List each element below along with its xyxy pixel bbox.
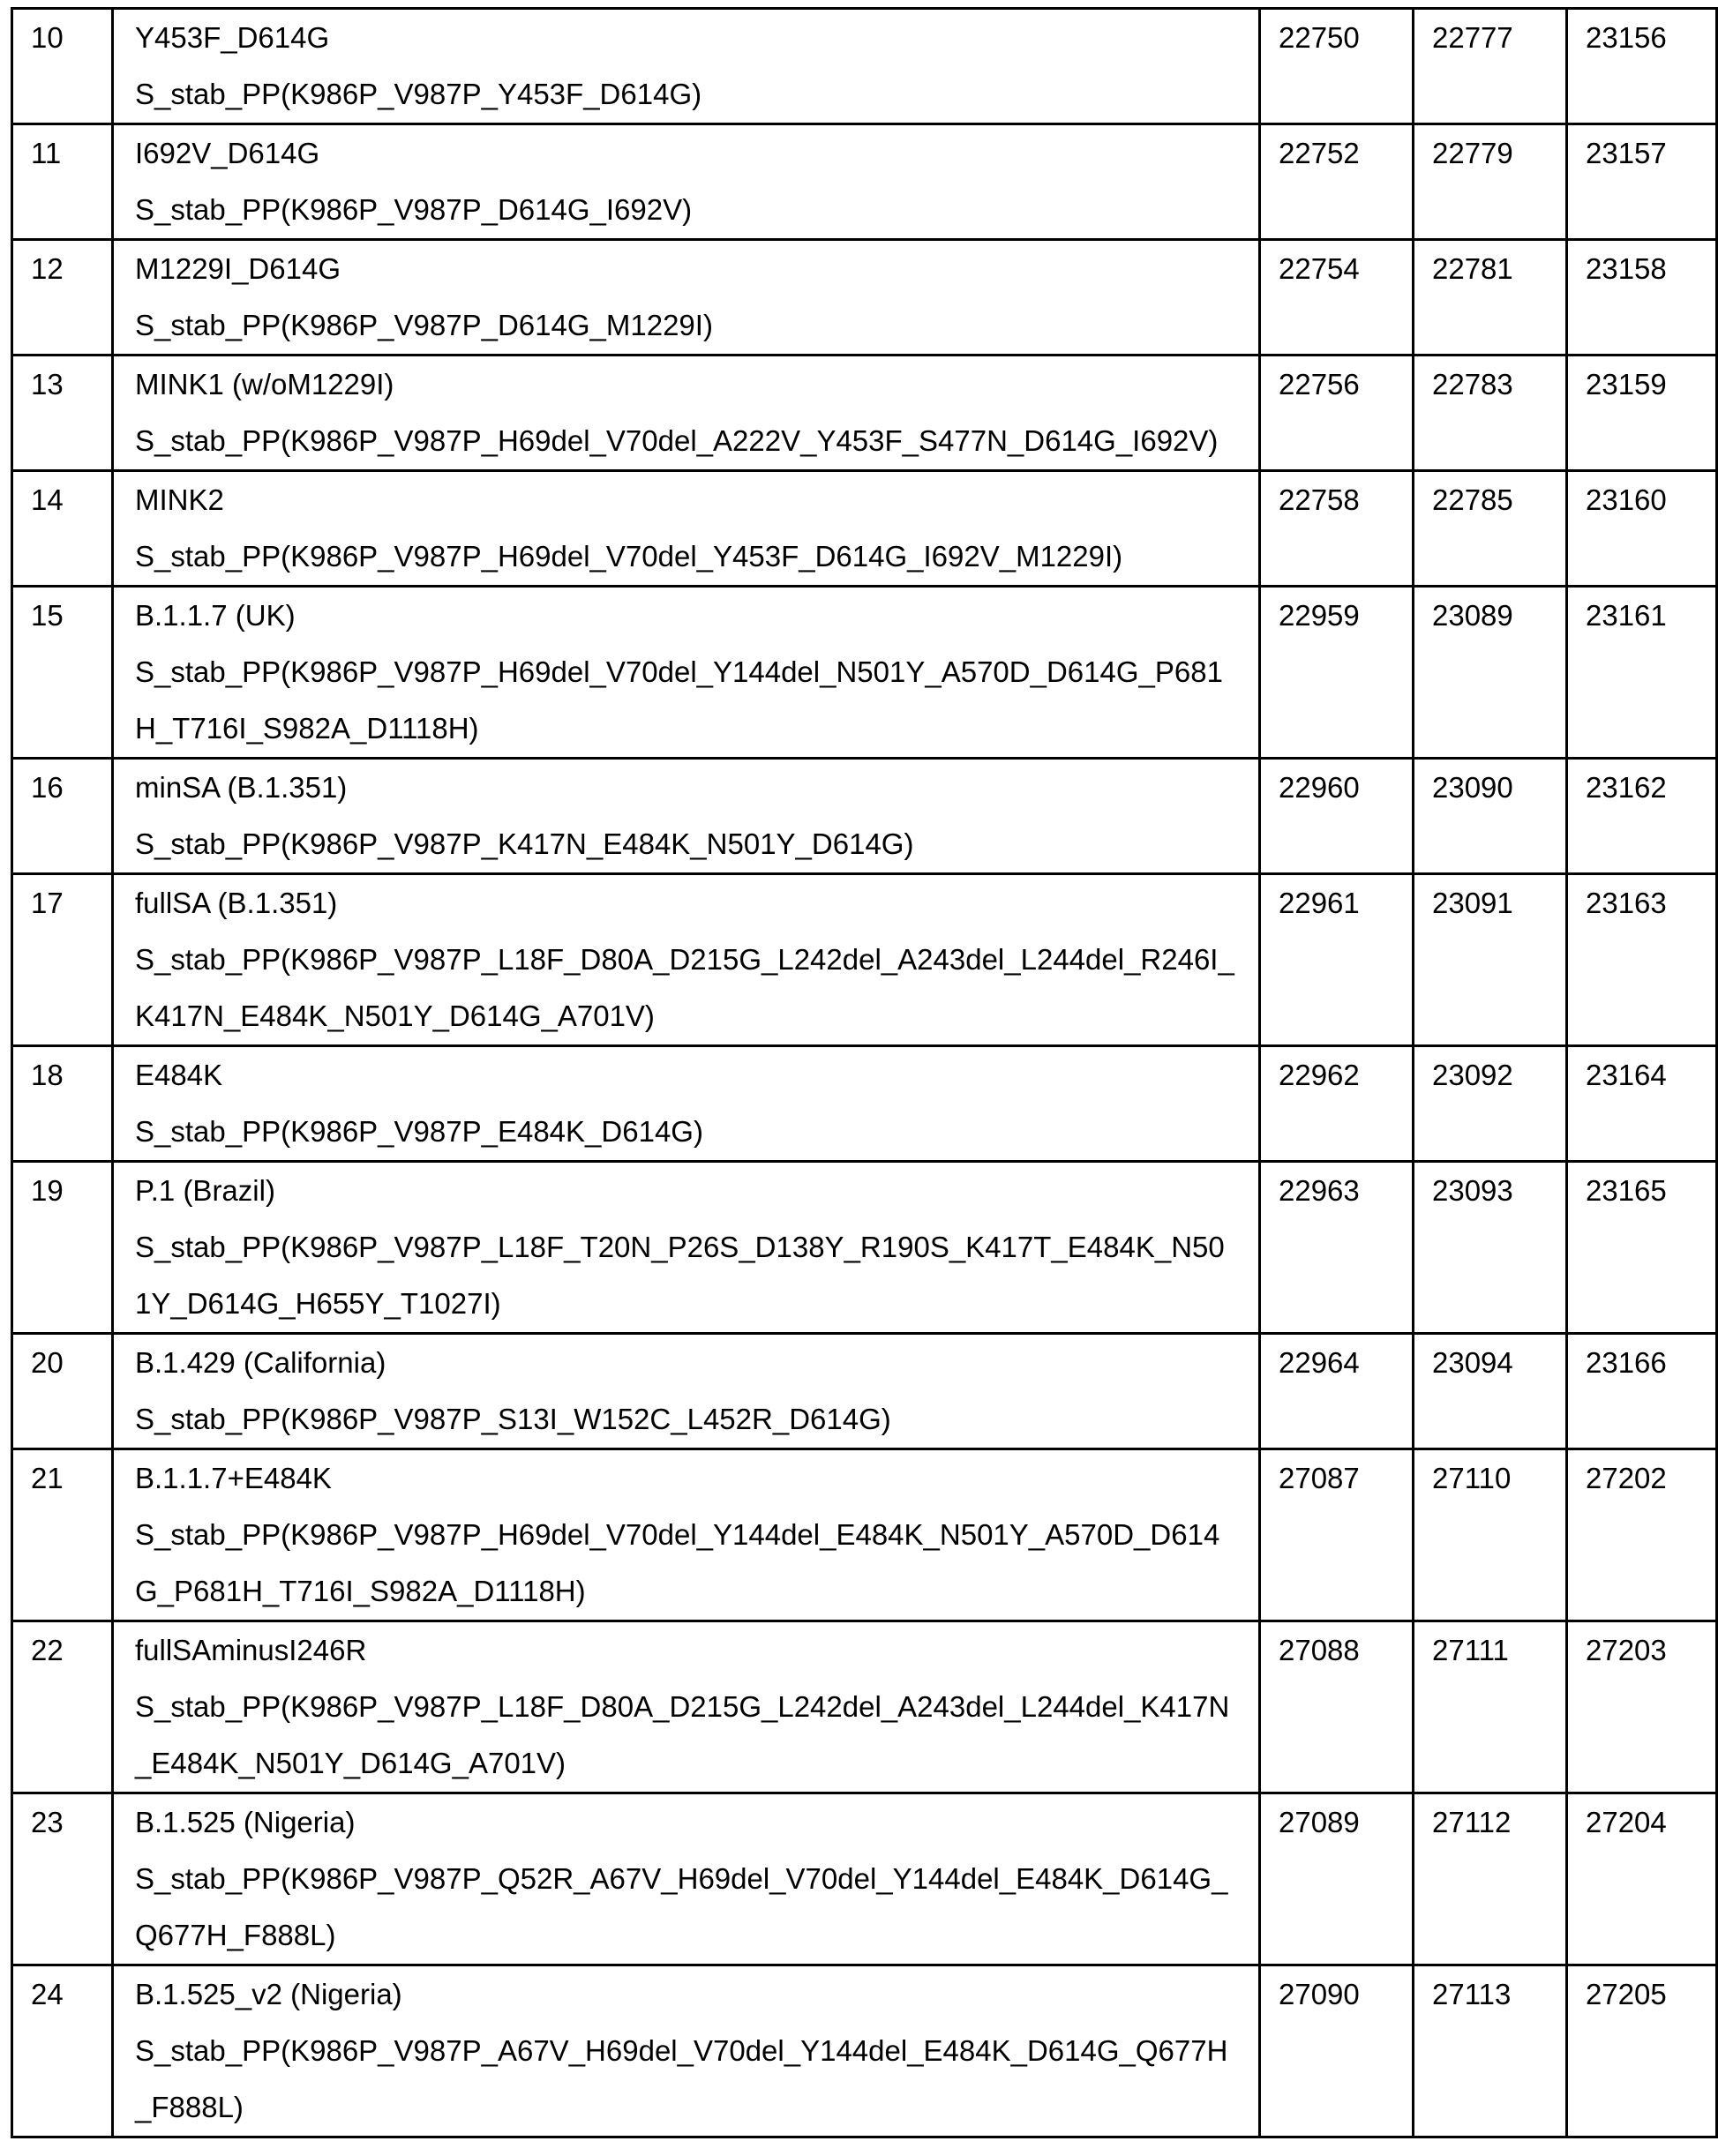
value-3: 23158 [1567, 240, 1717, 356]
construct-description: S_stab_PP(K986P_V987P_L18F_D80A_D215G_L242del_A243del_L244del_K417N_E484K_N501Y_D614G_A701V) [135, 1679, 1235, 1792]
row-number: 11 [12, 124, 113, 240]
variant-name: B.1.1.7 (UK) [135, 588, 1235, 644]
value-1: 22961 [1260, 874, 1414, 1046]
table-row [12, 759, 1717, 874]
variant-name: B.1.429 (California) [135, 1335, 1235, 1391]
variant-name: fullSAminusI246R [135, 1622, 1235, 1679]
variant-cell [113, 9, 1260, 124]
variant-cell [113, 1793, 1260, 1965]
construct-description: S_stab_PP(K986P_V987P_D614G_I692V) [135, 182, 1235, 238]
value-3: 23161 [1567, 587, 1717, 759]
row-number: 17 [12, 874, 113, 1046]
variant-name: B.1.1.7+E484K [135, 1450, 1235, 1507]
row-number: 12 [12, 240, 113, 356]
value-1: 22963 [1260, 1162, 1414, 1334]
value-3: 27203 [1567, 1621, 1717, 1793]
table-row [12, 1965, 1717, 2137]
row-number: 23 [12, 1793, 113, 1965]
value-1: 22959 [1260, 587, 1414, 759]
variant-name: MINK1 (w/oM1229I) [135, 356, 1235, 413]
variant-name: M1229I_D614G [135, 241, 1235, 297]
row-number: 24 [12, 1965, 113, 2137]
value-1: 22752 [1260, 124, 1414, 240]
variant-name: P.1 (Brazil) [135, 1163, 1235, 1219]
construct-description: S_stab_PP(K986P_V987P_K417N_E484K_N501Y_D614G) [135, 816, 1235, 872]
construct-description: S_stab_PP(K986P_V987P_H69del_V70del_Y144del_N501Y_A570D_D614G_P681H_T716I_S982A_D1118H) [135, 644, 1235, 757]
variant-cell [113, 1334, 1260, 1449]
construct-description: S_stab_PP(K986P_V987P_D614G_M1229I) [135, 297, 1235, 354]
value-3: 23160 [1567, 471, 1717, 587]
table-row [12, 587, 1717, 759]
value-1: 27089 [1260, 1793, 1414, 1965]
construct-description: S_stab_PP(K986P_V987P_Q52R_A67V_H69del_V70del_Y144del_E484K_D614G_Q677H_F888L) [135, 1851, 1235, 1964]
construct-description: S_stab_PP(K986P_V987P_L18F_T20N_P26S_D138Y_R190S_K417T_E484K_N501Y_D614G_H655Y_T1027I) [135, 1219, 1235, 1332]
table-row [12, 1162, 1717, 1334]
row-number: 21 [12, 1449, 113, 1621]
table-row [12, 240, 1717, 356]
value-1: 22754 [1260, 240, 1414, 356]
variant-cell [113, 1621, 1260, 1793]
construct-description: S_stab_PP(K986P_V987P_S13I_W152C_L452R_D614G) [135, 1391, 1235, 1448]
construct-description: S_stab_PP(K986P_V987P_E484K_D614G) [135, 1104, 1235, 1160]
value-3: 23159 [1567, 356, 1717, 471]
value-2: 22785 [1414, 471, 1567, 587]
row-number: 15 [12, 587, 113, 759]
variant-cell [113, 1449, 1260, 1621]
row-number: 10 [12, 9, 113, 124]
variant-cell [113, 1046, 1260, 1162]
variant-name: Y453F_D614G [135, 10, 1235, 66]
value-1: 27087 [1260, 1449, 1414, 1621]
value-3: 23163 [1567, 874, 1717, 1046]
row-number: 13 [12, 356, 113, 471]
table-row [12, 1449, 1717, 1621]
row-number: 22 [12, 1621, 113, 1793]
value-3: 23166 [1567, 1334, 1717, 1449]
value-1: 27090 [1260, 1965, 1414, 2137]
value-3: 23157 [1567, 124, 1717, 240]
value-2: 22777 [1414, 9, 1567, 124]
value-1: 22756 [1260, 356, 1414, 471]
variant-name: MINK2 [135, 472, 1235, 528]
variant-name: minSA (B.1.351) [135, 760, 1235, 816]
value-2: 22779 [1414, 124, 1567, 240]
variant-name: I692V_D614G [135, 125, 1235, 182]
value-3: 23156 [1567, 9, 1717, 124]
construct-description: S_stab_PP(K986P_V987P_H69del_V70del_A222V_Y453F_S477N_D614G_I692V) [135, 413, 1235, 469]
value-2: 23090 [1414, 759, 1567, 874]
variant-cell [113, 124, 1260, 240]
value-3: 23165 [1567, 1162, 1717, 1334]
value-1: 27088 [1260, 1621, 1414, 1793]
table-row [12, 9, 1717, 124]
value-2: 23089 [1414, 587, 1567, 759]
value-2: 23094 [1414, 1334, 1567, 1449]
row-number: 16 [12, 759, 113, 874]
variant-cell [113, 1965, 1260, 2137]
variant-name: B.1.525 (Nigeria) [135, 1794, 1235, 1851]
variant-construct-table [11, 7, 1718, 2138]
variant-cell [113, 471, 1260, 587]
construct-description: S_stab_PP(K986P_V987P_Y453F_D614G) [135, 66, 1235, 123]
variant-name: fullSA (B.1.351) [135, 875, 1235, 932]
value-2: 23092 [1414, 1046, 1567, 1162]
construct-description: S_stab_PP(K986P_V987P_L18F_D80A_D215G_L242del_A243del_L244del_R246I_K417N_E484K_N501Y_D614G_A701V) [135, 932, 1235, 1044]
value-3: 23162 [1567, 759, 1717, 874]
row-number: 14 [12, 471, 113, 587]
construct-description: S_stab_PP(K986P_V987P_H69del_V70del_Y453F_D614G_I692V_M1229I) [135, 528, 1235, 585]
table-row [12, 1621, 1717, 1793]
value-2: 23091 [1414, 874, 1567, 1046]
variant-name: E484K [135, 1047, 1235, 1104]
row-number: 20 [12, 1334, 113, 1449]
table-body [12, 9, 1717, 2137]
value-1: 22964 [1260, 1334, 1414, 1449]
value-2: 27112 [1414, 1793, 1567, 1965]
value-1: 22962 [1260, 1046, 1414, 1162]
table-row [12, 1793, 1717, 1965]
table-row [12, 874, 1717, 1046]
variant-cell [113, 587, 1260, 759]
variant-cell [113, 874, 1260, 1046]
value-2: 22781 [1414, 240, 1567, 356]
row-number: 18 [12, 1046, 113, 1162]
table-row [12, 471, 1717, 587]
table-row [12, 1334, 1717, 1449]
value-3: 27202 [1567, 1449, 1717, 1621]
value-2: 27113 [1414, 1965, 1567, 2137]
table-row [12, 1046, 1717, 1162]
variant-cell [113, 1162, 1260, 1334]
value-2: 27110 [1414, 1449, 1567, 1621]
value-2: 27111 [1414, 1621, 1567, 1793]
variant-cell [113, 356, 1260, 471]
table-row [12, 124, 1717, 240]
value-1: 22758 [1260, 471, 1414, 587]
value-1: 22750 [1260, 9, 1414, 124]
variant-cell [113, 759, 1260, 874]
variant-name: B.1.525_v2 (Nigeria) [135, 1966, 1235, 2023]
value-1: 22960 [1260, 759, 1414, 874]
row-number: 19 [12, 1162, 113, 1334]
value-3: 27205 [1567, 1965, 1717, 2137]
variant-cell [113, 240, 1260, 356]
value-3: 27204 [1567, 1793, 1717, 1965]
value-2: 23093 [1414, 1162, 1567, 1334]
construct-description: S_stab_PP(K986P_V987P_A67V_H69del_V70del_Y144del_E484K_D614G_Q677H_F888L) [135, 2023, 1235, 2136]
construct-description: S_stab_PP(K986P_V987P_H69del_V70del_Y144del_E484K_N501Y_A570D_D614G_P681H_T716I_S982A_D1118H) [135, 1507, 1235, 1620]
value-3: 23164 [1567, 1046, 1717, 1162]
table-row [12, 356, 1717, 471]
value-2: 22783 [1414, 356, 1567, 471]
